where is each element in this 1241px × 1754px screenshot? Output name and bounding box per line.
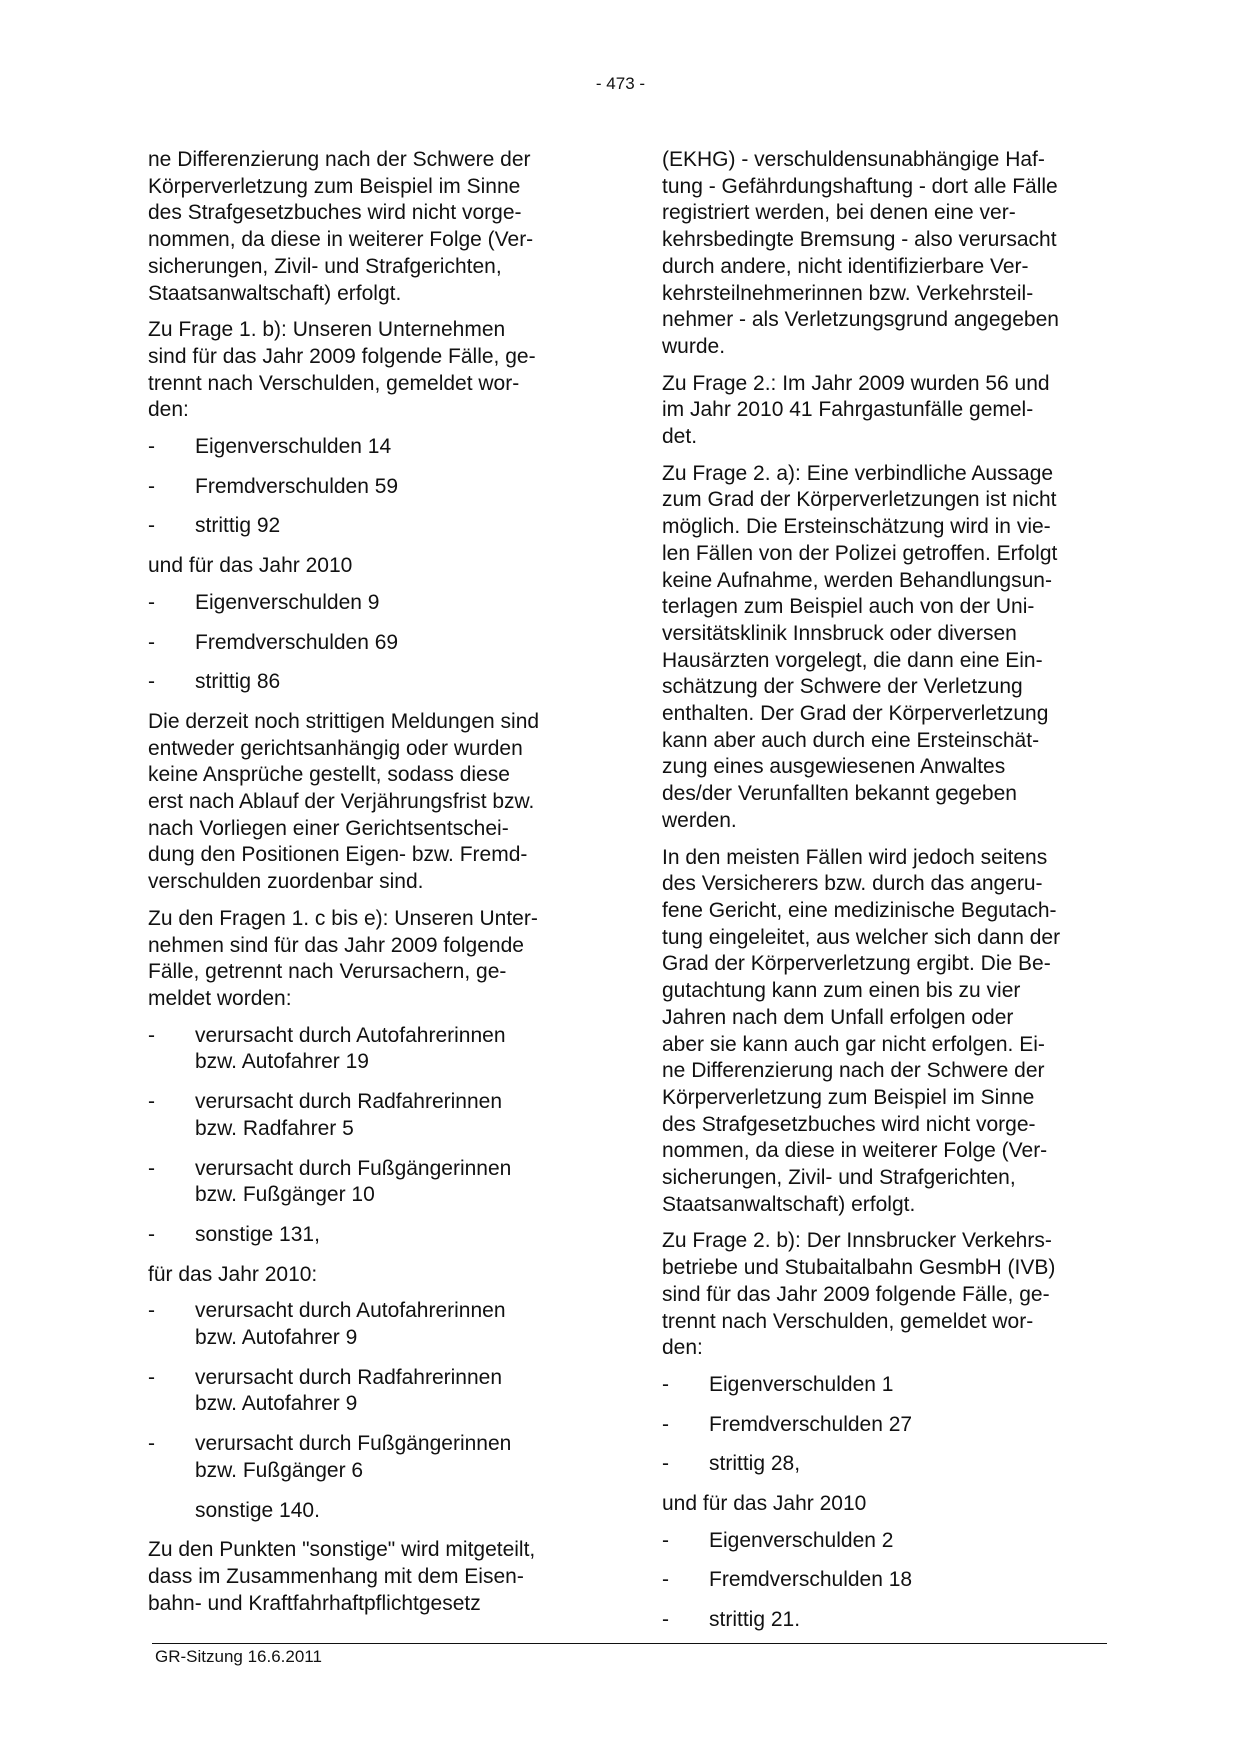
text-line: versitätsklinik Innsbruck oder diversen: [662, 621, 1017, 645]
text-line: Körperverletzung zum Beispiel im Sinne: [148, 174, 521, 198]
text-line: zung eines ausgewiesenen Anwaltes: [662, 755, 1006, 779]
paragraph: [662, 371, 1112, 451]
bullet-dash: -: [148, 435, 155, 459]
paragraph: [662, 845, 1112, 1219]
text-line: Jahren nach dem Unfall erfolgen oder: [662, 1005, 1014, 1029]
text-line: nehmen sind für das Jahr 2009 folgende: [148, 933, 524, 957]
bullet-dash: -: [148, 1365, 155, 1389]
text-line: des/der Verunfallten bekannt gegeben: [662, 782, 1017, 806]
footer-text: GR-Sitzung 16.6.2011: [155, 1647, 322, 1666]
bullet-dash: -: [662, 1452, 669, 1476]
text-line: keine Ansprüche gestellt, sodass diese: [148, 763, 510, 787]
text-line: bzw. Autofahrer 19: [195, 1050, 369, 1074]
bullet-dash: -: [148, 474, 155, 498]
text-line: terlagen zum Beispiel auch von der Uni-: [662, 595, 1035, 619]
text-line: strittig 21.: [709, 1608, 801, 1632]
text-line: Fremdverschulden 69: [195, 630, 399, 654]
text-line: tung eingeleitet, aus welcher sich dann der: [662, 925, 1061, 949]
bullet-dash: -: [148, 1432, 155, 1456]
text-line: trennt nach Verschulden, gemeldet wor-: [662, 1309, 1034, 1333]
text-line: sind für das Jahr 2009 folgende Fälle, ge-: [662, 1282, 1050, 1306]
text-line: Eigenverschulden 14: [195, 435, 392, 459]
text-line: nommen, da diese in weiterer Folge (Ver-: [148, 228, 534, 252]
paragraph: [662, 147, 1112, 361]
text-line: den:: [148, 398, 189, 422]
text-line: verschulden zuordenbar sind.: [148, 870, 424, 894]
list-item: [148, 513, 588, 540]
text-line: (EKHG) - verschuldensunabhängige Haf-: [662, 148, 1045, 171]
text-line: nach Vorliegen einer Gerichtsentschei-: [148, 816, 509, 840]
text-line: zum Grad der Körperverletzungen ist nicht: [662, 488, 1057, 512]
text-line: und für das Jahr 2010: [662, 1492, 867, 1516]
text-line: durch andere, nicht identifizierbare Ver-: [662, 254, 1029, 278]
text-line: sicherungen, Zivil- und Strafgerichten,: [148, 254, 502, 278]
bullet-dash: -: [148, 1156, 155, 1180]
list-item: [148, 669, 588, 696]
text-line: Zu den Punkten "sonstige" wird mitgeteilt,: [148, 1538, 536, 1562]
text-line: wurde.: [662, 334, 726, 358]
right-column: [662, 147, 1112, 1647]
text-line: bzw. Fußgänger 10: [195, 1183, 375, 1207]
paragraph: [662, 1228, 1112, 1362]
text-line: keine Aufnahme, werden Behandlungsun-: [662, 568, 1052, 592]
text-line: nommen, da diese in weiterer Folge (Ver-: [662, 1139, 1048, 1163]
list-item: [662, 1451, 1112, 1478]
text-line: ne Differenzierung nach der Schwere der: [148, 148, 531, 171]
text-line: Zu Frage 1. b): Unseren Unternehmen: [148, 318, 506, 342]
text-line: für das Jahr 2010:: [148, 1262, 318, 1286]
text-line: Zu Frage 2. b): Der Innsbrucker Verkehrs-: [662, 1229, 1052, 1253]
list-item: [148, 1365, 588, 1418]
page-number: - 473 -: [595, 74, 646, 93]
text-line: nehmer - als Verletzungsgrund angegeben: [662, 308, 1059, 332]
text-line: enthalten. Der Grad der Körperverletzung: [662, 702, 1049, 726]
text-line: Staatsanwaltschaft) erfolgt.: [662, 1192, 916, 1216]
left-column: [148, 147, 588, 1627]
text-line: den:: [662, 1336, 703, 1360]
text-line: kann aber auch durch eine Ersteinschät-: [662, 728, 1040, 752]
text-line: kehrsteilnehmerinnen bzw. Verkehrsteil-: [662, 281, 1034, 305]
text-line: des Strafgesetzbuches wird nicht vorge-: [662, 1112, 1036, 1136]
text-line: meldet worden:: [148, 986, 292, 1010]
text-line: Grad der Körperverletzung ergibt. Die Be-: [662, 952, 1051, 976]
text-line: bzw. Fußgänger 6: [195, 1458, 364, 1482]
text-line: Zu Frage 2.: Im Jahr 2009 wurden 56 und: [662, 371, 1050, 395]
text-line: ne Differenzierung nach der Schwere der: [662, 1059, 1045, 1083]
text-line: Fremdverschulden 27: [709, 1412, 913, 1436]
text-line: bzw. Radfahrer 5: [195, 1116, 354, 1140]
paragraph: [148, 1262, 588, 1289]
bullet-dash: -: [148, 590, 155, 614]
text-line: bzw. Autofahrer 9: [195, 1326, 358, 1350]
list-item: [662, 1607, 1112, 1634]
text-line: Eigenverschulden 1: [709, 1372, 894, 1396]
text-line: Fremdverschulden 59: [195, 474, 399, 498]
text-line: registriert werden, bei denen eine ver-: [662, 201, 1016, 225]
text-line: schätzung der Schwere der Verletzung: [662, 675, 1023, 699]
text-line: det.: [662, 425, 698, 449]
list-item: [148, 1089, 588, 1142]
text-line: Zu den Fragen 1. c bis e): Unseren Unter-: [148, 906, 538, 930]
paragraph: [148, 553, 588, 580]
text-line: len Fällen von der Polizei getroffen. Erfolgt: [662, 541, 1058, 565]
list-item: [148, 1431, 588, 1484]
text-line: Fälle, getrennt nach Verursachern, ge-: [148, 960, 507, 984]
list-item: [148, 1156, 588, 1209]
text-line: strittig 28,: [709, 1452, 801, 1476]
bullet-dash: -: [148, 1090, 155, 1114]
text-line: und für das Jahr 2010: [148, 554, 353, 578]
footer-divider: [152, 1643, 1107, 1644]
text-line: bahn- und Kraftfahrhaftpflichtgesetz: [148, 1591, 481, 1615]
bullet-dash: -: [662, 1568, 669, 1592]
text-line: des Versicherers bzw. durch das angeru-: [662, 872, 1043, 896]
list-item: [148, 630, 588, 657]
paragraph: [148, 906, 588, 1013]
text-line: Hausärzten vorgelegt, die dann eine Ein-: [662, 648, 1043, 672]
bullet-dash: -: [662, 1608, 669, 1632]
paragraph: [148, 709, 588, 896]
bullet-dash: -: [148, 630, 155, 654]
text-line: Staatsanwaltschaft) erfolgt.: [148, 281, 402, 305]
list-item: [148, 1298, 588, 1351]
text-line: gutachtung kann zum einen bis zu vier: [662, 979, 1021, 1003]
list-item: [148, 590, 588, 617]
bullet-dash: -: [662, 1528, 669, 1552]
list-item: [662, 1528, 1112, 1555]
list-item: [662, 1372, 1112, 1399]
paragraph: [148, 317, 588, 424]
list-item: [662, 1567, 1112, 1594]
text-line: sind für das Jahr 2009 folgende Fälle, ge-: [148, 344, 536, 368]
text-line: aber sie kann auch gar nicht erfolgen. Ei-: [662, 1032, 1045, 1056]
text-line: sicherungen, Zivil- und Strafgerichten,: [662, 1166, 1016, 1190]
bullet-dash: -: [148, 1023, 155, 1047]
text-line: verursacht durch Radfahrerinnen: [195, 1090, 503, 1114]
text-line: verursacht durch Fußgängerinnen: [195, 1156, 512, 1180]
text-line: verursacht durch Fußgängerinnen: [195, 1432, 512, 1456]
paragraph: [148, 147, 588, 307]
text-line: möglich. Die Ersteinschätzung wird in vie-: [662, 515, 1051, 539]
text-line: dass im Zusammenhang mit dem Eisen-: [148, 1564, 524, 1588]
text-line: bzw. Autofahrer 9: [195, 1392, 358, 1416]
bullet-dash: -: [148, 1299, 155, 1323]
text-line: des Strafgesetzbuches wird nicht vorge-: [148, 201, 522, 225]
text-line: tung - Gefährdungshaftung - dort alle Fälle: [662, 174, 1058, 198]
text-line: Zu Frage 2. a): Eine verbindliche Aussage: [662, 461, 1054, 485]
text-line: verursacht durch Autofahrerinnen: [195, 1299, 506, 1323]
paragraph: [662, 1491, 1112, 1518]
text-line: entweder gerichtsanhängig oder wurden: [148, 736, 523, 760]
text-line: Eigenverschulden 9: [195, 590, 380, 614]
text-line: dung den Positionen Eigen- bzw. Fremd-: [148, 843, 528, 867]
list-item: [148, 1498, 588, 1525]
list-item: [148, 434, 588, 461]
list-item: [148, 1222, 588, 1249]
text-line: sonstige 140.: [195, 1498, 320, 1522]
text-line: kehrsbedingte Bremsung - also verursacht: [662, 228, 1057, 252]
bullet-dash: -: [148, 1222, 155, 1246]
text-line: Fremdverschulden 18: [709, 1568, 913, 1592]
bullet-dash: -: [662, 1412, 669, 1436]
text-line: Die derzeit noch strittigen Meldungen sind: [148, 709, 540, 733]
bullet-dash: -: [148, 514, 155, 538]
text-line: Körperverletzung zum Beispiel im Sinne: [662, 1085, 1035, 1109]
paragraph: [148, 1537, 588, 1617]
paragraph: [662, 461, 1112, 835]
text-line: im Jahr 2010 41 Fahrgastunfälle gemel-: [662, 398, 1034, 422]
text-line: erst nach Ablauf der Verjährungsfrist bzw.: [148, 790, 535, 814]
list-item: [662, 1412, 1112, 1439]
text-line: fene Gericht, eine medizinische Begutach-: [662, 898, 1057, 922]
text-line: Eigenverschulden 2: [709, 1528, 894, 1552]
text-line: trennt nach Verschulden, gemeldet wor-: [148, 371, 520, 395]
text-line: In den meisten Fällen wird jedoch seitens: [662, 845, 1048, 869]
text-line: betriebe und Stubaitalbahn GesmbH (IVB): [662, 1256, 1056, 1280]
text-line: strittig 86: [195, 670, 281, 694]
list-item: [148, 1023, 588, 1076]
text-line: strittig 92: [195, 514, 281, 538]
text-line: werden.: [662, 808, 737, 832]
text-line: sonstige 131,: [195, 1222, 320, 1246]
bullet-dash: -: [662, 1372, 669, 1396]
list-item: [148, 474, 588, 501]
text-line: verursacht durch Autofahrerinnen: [195, 1023, 506, 1047]
text-line: verursacht durch Radfahrerinnen: [195, 1365, 503, 1389]
bullet-dash: -: [148, 670, 155, 694]
